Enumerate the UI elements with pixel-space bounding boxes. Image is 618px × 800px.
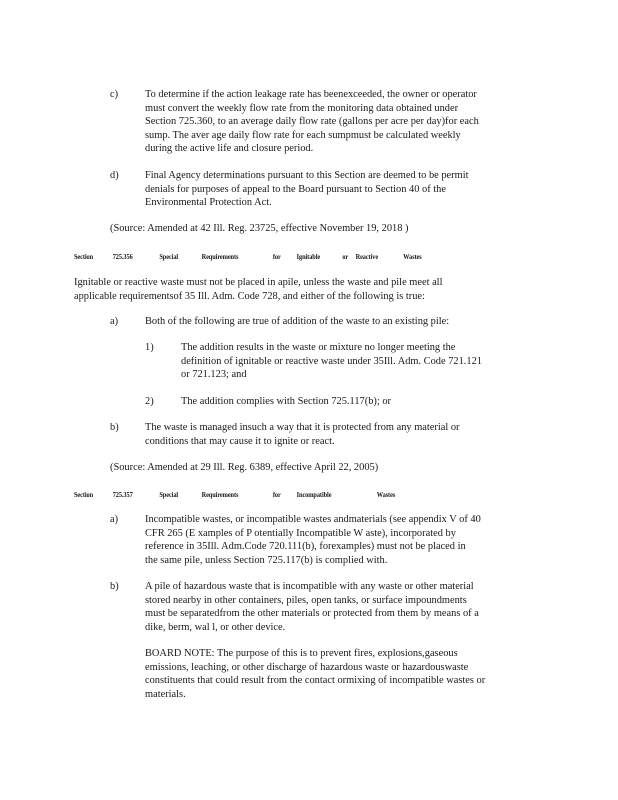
item-a-label: a): [110, 514, 119, 525]
item-c-line: Section 725.360, to an average daily flow rate (gallons per acre per day)for each: [145, 116, 479, 128]
section-intro-line: Ignitable or reactive waste must not be placed in apile, unless the waste and pile meet all: [74, 277, 443, 288]
sub-item-1-label: 1): [145, 342, 154, 353]
section-title-word: Special: [159, 491, 179, 499]
board-note-line: emissions, leaching, or other discharge of hazardous waste or hazardouswaste: [145, 661, 469, 673]
section-title-word: Ignitable: [296, 253, 321, 261]
board-note: [145, 647, 485, 701]
section-number: 725.357: [112, 491, 133, 499]
section-title-word: Requirements: [201, 491, 239, 499]
item-c-line: must convert the weekly flow rate from the monitoring data obtained under: [145, 102, 459, 114]
item-d-line: Final Agency determinations pursuant to this Section are deemed to be permit: [145, 170, 469, 181]
item-b-label: b): [110, 581, 119, 592]
board-note-line: materials.: [145, 688, 186, 700]
source-note: (Source: Amended at 29 Ill. Reg. 6389, effective April 22, 2005): [110, 462, 379, 473]
item-c-line: during the active life and closure period.: [145, 143, 314, 155]
sub-item-2-text: The addition complies with Section 725.117(b); or: [181, 396, 391, 407]
item-b-label: b): [110, 422, 119, 433]
item-b-line: A pile of hazardous waste that is incompatible with any waste or other material: [145, 581, 474, 592]
item-b-text: [145, 580, 479, 634]
item-d-line: denials for purposes of appeal to the Board pursuant to Section 40 of the: [145, 183, 446, 195]
section-title-word: Wastes: [403, 253, 422, 261]
section-intro-line: applicable requirementsof 35 Ill. Adm. Code 728, and either of the following is true:: [74, 290, 425, 302]
section-title-word: Requirements: [201, 253, 239, 261]
sub-item-1-text: [181, 341, 482, 382]
item-b-line: The waste is managed insuch a way that it is protected from any material or: [145, 422, 460, 433]
item-b-line: conditions that may cause it to ignite or react.: [145, 435, 335, 447]
item-a-line: reference in 35Ill. Adm.Code 720.111(b), forexamples) must not be placed in: [145, 541, 466, 553]
item-a-line: CFR 265 (E xamples of P otentially Incompatible W aste), incorporated by: [145, 527, 456, 539]
section-title-word: for: [272, 253, 281, 261]
item-a-line: Incompatible wastes, or incompatible wastes andmaterials (see appendix V of 40: [145, 514, 481, 525]
item-a-text: [145, 513, 481, 567]
item-a-label: a): [110, 316, 119, 327]
section-title-word: for: [272, 491, 281, 499]
item-b-line: must be separatedfrom the other materials or protected from them by means of a: [145, 608, 479, 620]
item-d-line: Environmental Protection Act.: [145, 197, 272, 209]
sub-item-1-line: The addition results in the waste or mixture no longer meeting the: [181, 342, 456, 353]
section-title-word: Incompatible: [296, 491, 332, 499]
board-note-line: BOARD NOTE: The purpose of this is to prevent fires, explosions,gaseous: [145, 648, 458, 659]
section-word: Section: [74, 253, 94, 261]
section-title-word: Wastes: [376, 491, 396, 499]
item-b-text: [145, 421, 460, 448]
sub-item-2-label: 2): [145, 396, 154, 407]
board-note-line: constituents that could result from the contact ormixing of incompatible wastes or: [145, 675, 486, 687]
item-d-text: [145, 169, 468, 210]
item-b-line: dike, berm, wal l, or other device.: [145, 621, 286, 633]
item-d-label: d): [110, 170, 119, 181]
section-intro: [74, 276, 442, 303]
item-a-text: Both of the following are true of addition of the waste to an existing pile:: [145, 316, 450, 327]
section-title-word: Reactive: [355, 253, 379, 261]
item-c-label: c): [110, 89, 119, 100]
item-c-line: sump. The aver age daily flow rate for each sumpmust be calculated weekly: [145, 129, 461, 141]
source-note: (Source: Amended at 42 Ill. Reg. 23725, effective November 19, 2018 ): [110, 223, 409, 234]
sub-item-1-line: or 721.123; and: [181, 369, 247, 381]
section-word: Section: [74, 491, 94, 499]
section-title-word: Special: [159, 253, 179, 261]
item-b-line: stored nearby in other containers, piles, open tanks, or surface impoundments: [145, 594, 467, 606]
item-c-text: [145, 88, 479, 156]
section-title-word: or: [342, 253, 349, 261]
section-number: 725.356: [112, 253, 133, 261]
item-c-line: To determine if the action leakage rate has beenexceeded, the owner or operator: [145, 89, 477, 100]
sub-item-1-line: definition of ignitable or reactive waste under 35Ill. Adm. Code 721.121: [181, 355, 482, 367]
item-a-line: the same pile, unless Section 725.117(b) is complied with.: [145, 554, 388, 566]
